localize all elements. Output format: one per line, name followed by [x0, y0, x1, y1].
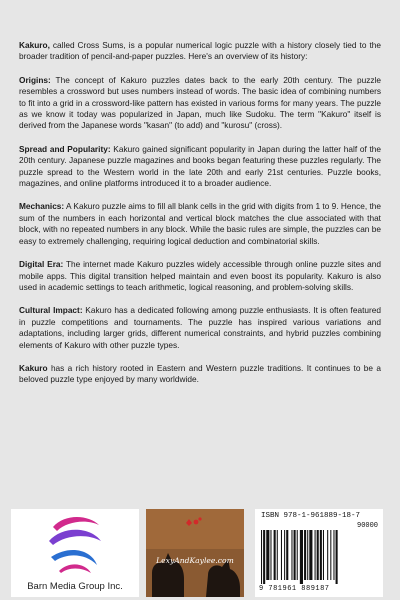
paragraph-text: The internet made Kakuro puzzles widely accessible through online puzzle sites and mobile apps. This digital transition helped maintain and even boost its popularity. Kakuro is also used in academic settings to teach arithmetic, logical reasoning, and problem-solving skills.: [19, 259, 381, 292]
paragraph-lead: Digital Era:: [19, 259, 64, 270]
paragraph-lead: Kakuro,: [19, 40, 50, 50]
dogs-silhouette-icon: [146, 509, 244, 597]
paragraph-text: Kakuro gained significant popularity in Japan during the latter half of the 20th century. Japanese puzzle magazines and books began featuring these puzzles regularly. The puzzle spread to the Western world in the late 20th and early 21st centuries. Puzzle books, magazines, and online platforms introduced it to a broader audience.: [19, 143, 381, 189]
isbn-label: ISBN 978-1-961889-18-7: [261, 512, 361, 520]
barcode-digits: 9 781961 889187: [259, 585, 330, 593]
closing-paragraph: [19, 363, 381, 386]
spread-paragraph: [19, 144, 381, 190]
mechanics-paragraph: [19, 201, 381, 247]
site-logo-text: LexyAndKaylee.com: [156, 556, 234, 565]
publisher-logo: [11, 509, 139, 597]
paragraph-text: called Cross Sums, is a popular numerical logic puzzle with a history closely tied to the broader tradition of pencil-and-paper puzzles. Here's an overview of its history:: [19, 40, 381, 62]
barcode-bars: [259, 530, 379, 584]
paragraph-lead: Mechanics:: [19, 201, 65, 212]
digital-era-paragraph: [19, 259, 381, 293]
back-cover-footer: [0, 505, 400, 600]
history-text: [19, 40, 381, 398]
paragraph-text: The concept of Kakuro puzzles dates back to the early 20th century. The puzzle resembles a crossword but uses numbers instead of words. The basic idea of combining numbers to fit into a grid in a crossword-like pattern has existed in various forms for many years. The puzzle as we know it today was popularized in Japan, much like Sudoku. The term "Kakuro" itself is derived from the Japanese words "kasan" (to add) and "kurosu" (cross).: [19, 74, 381, 131]
site-logo: [146, 509, 244, 597]
intro-paragraph: [19, 40, 381, 63]
paragraph-lead: Origins:: [19, 74, 51, 85]
paragraph-text: Kakuro has a dedicated following among puzzle enthusiasts. It is often featured in puzzle competitions and tournaments. The puzzle has inspired various variations and adaptations, including larger grids, different numerical constraints, and hybrid puzzles combining elements of Kakuro with other puzzle types.: [19, 305, 381, 350]
paragraph-lead: Cultural Impact:: [19, 305, 83, 316]
swirl-logo-icon: [39, 511, 111, 579]
price-code: 90000: [357, 522, 379, 530]
cultural-impact-paragraph: [19, 305, 381, 351]
paragraph-lead: Kakuro: [19, 362, 48, 373]
origins-paragraph: [19, 75, 381, 132]
paragraph-text: A Kakuro puzzle aims to fill all blank cells in the grid with digits from 1 to 9. Hence, the sum of the numbers in each horizontal and vertical block matches the clue associated with that block, with no repeated numbers in any block. While the basic rules are simple, the puzzles can be easy to extremely challenging, requiring logical deduction and combinatorial skills.: [19, 201, 382, 246]
isbn-barcode: [255, 509, 383, 597]
paragraph-text: has a rich history rooted in Eastern and Western puzzle traditions. It continues to be a beloved puzzle type enjoyed by many worldwide.: [19, 362, 381, 385]
publisher-name: Barn Media Group Inc.: [27, 581, 123, 592]
paragraph-lead: Spread and Popularity:: [19, 143, 111, 154]
